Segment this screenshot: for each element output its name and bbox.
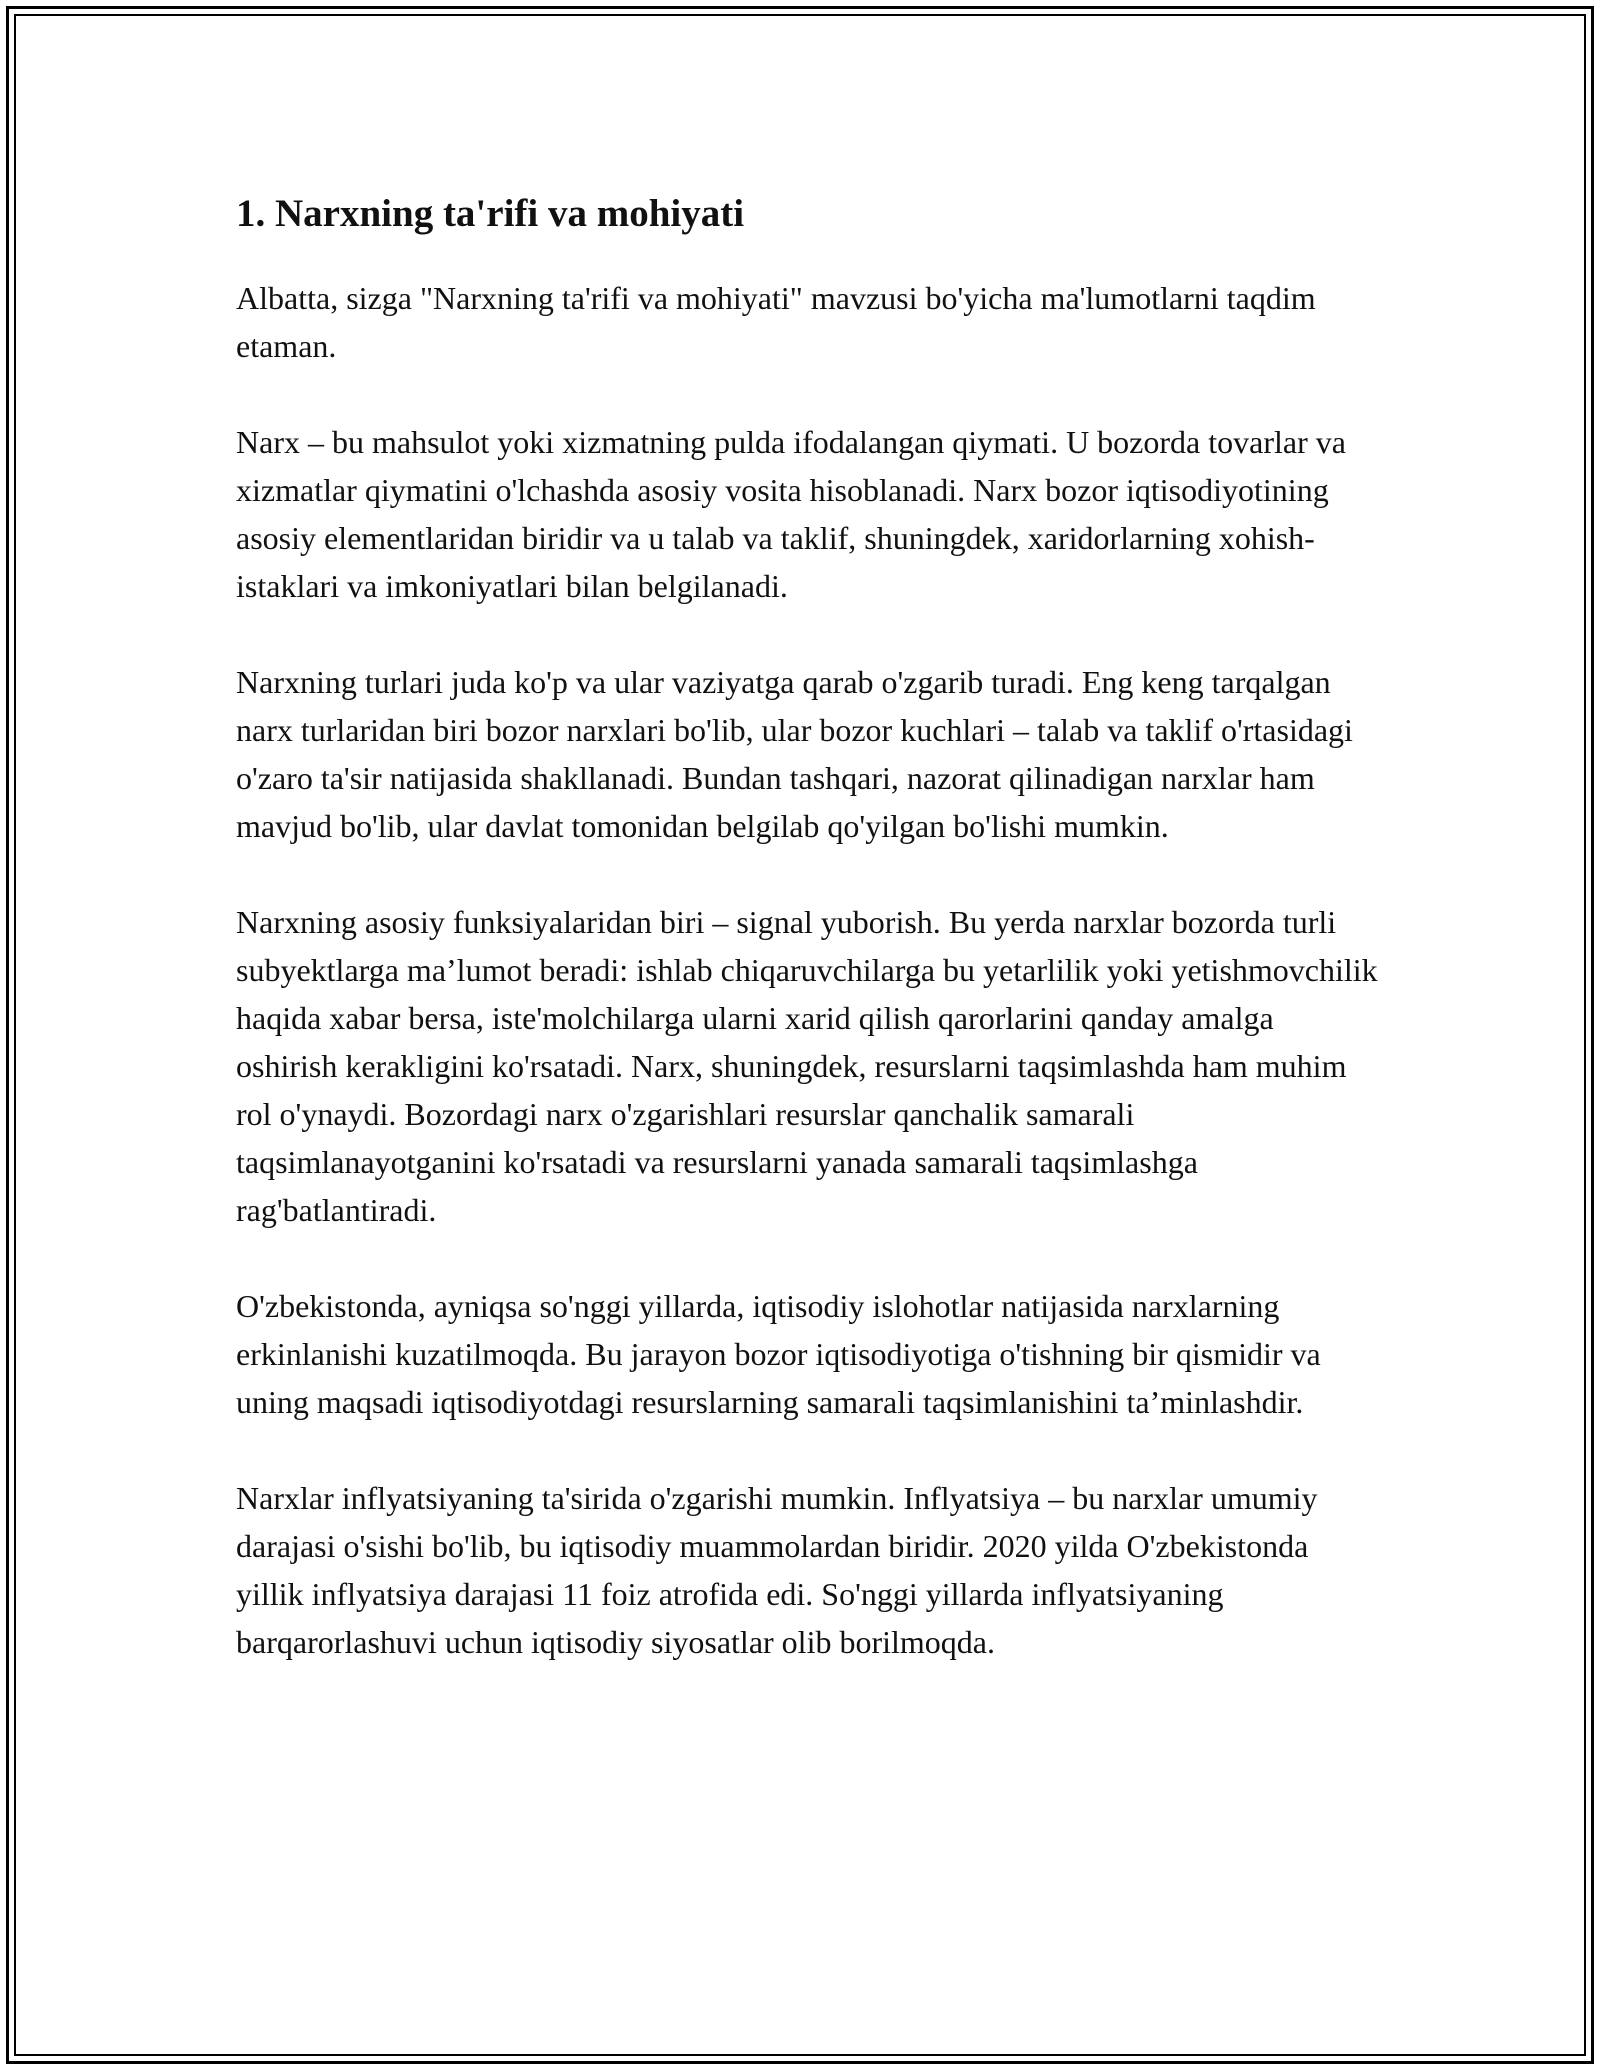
paragraph-inflation: Narxlar inflyatsiyaning ta'sirida o'zgarishi mumkin. Inflyatsiya – bu narxlar umumiy darajasi o'sishi bo'lib, bu iqtisodiy muammolardan biridir. 2020 yilda O'zbekistonda yillik inflyatsiya darajasi 11 foiz atrofida edi. So'nggi yillarda inflyatsiyaning barqarorlashuvi uchun iqtisodiy siyosatlar olib borilmoqda. (236, 1480, 1318, 1660)
section-heading: 1. Narxning ta'rifi va mohiyati (236, 192, 745, 235)
paragraph-definition: Narx – bu mahsulot yoki xizmatning pulda ifodalangan qiymati. U bozorda tovarlar va xizmatlar qiymatini o'lchashda asosiy vosita hisoblanadi. Narx bozor iqtisodiyotining asosiy elementlaridan biridir va u talab va taklif, shuningdek, xaridorlarning xohish-istaklari va imkoniyatlari bilan belgilanadi. (236, 424, 1346, 604)
paragraph-uzbekistan-reforms: O'zbekistonda, ayniqsa so'nggi yillarda, iqtisodiy islohotlar natijasida narxlarning erkinlanishi kuzatilmoqda. Bu jarayon bozor iqtisodiyotiga o'tishning bir qismidir va uning maqsadi iqtisodiyotdagi resurslarning samarali taqsimlanishini ta’minlashdir. (236, 1288, 1321, 1420)
paragraph-price-functions: Narxning asosiy funksiyalaridan biri – signal yuborish. Bu yerda narxlar bozorda turli subyektlarga ma’lumot beradi: ishlab chiqaruvchilarga bu yetarlilik yoki yetishmovchilik haqida xabar bersa, iste'molchilarga ularni xarid qilish qarorlarini qanday amalga oshirish kerakligini ko'rsatadi. Narx, shuningdek, resurslarni taqsimlashda ham muhim rol o'ynaydi. Bozordagi narx o'zgarishlari resurslar qanchalik samarali taqsimlanayotganini ko'rsatadi va resurslarni yanada samarali taqsimlashga rag'batlantiradi. (236, 904, 1378, 1228)
document-body (236, 184, 1386, 1714)
paragraph-price-types: Narxning turlari juda ko'p va ular vaziyatga qarab o'zgarib turadi. Eng keng tarqalgan narx turlaridan biri bozor narxlari bo'lib, ular bozor kuchlari – talab va taklif o'rtasidagi o'zaro ta'sir natijasida shakllanadi. Bundan tashqari, nazorat qilinadigan narxlar ham mavjud bo'lib, ular davlat tomonidan belgilab qo'yilgan bo'lishi mumkin. (236, 664, 1353, 844)
paragraph-intro: Albatta, sizga "Narxning ta'rifi va mohiyati" mavzusi bo'yicha ma'lumotlarni taqdim etaman. (236, 280, 1316, 364)
